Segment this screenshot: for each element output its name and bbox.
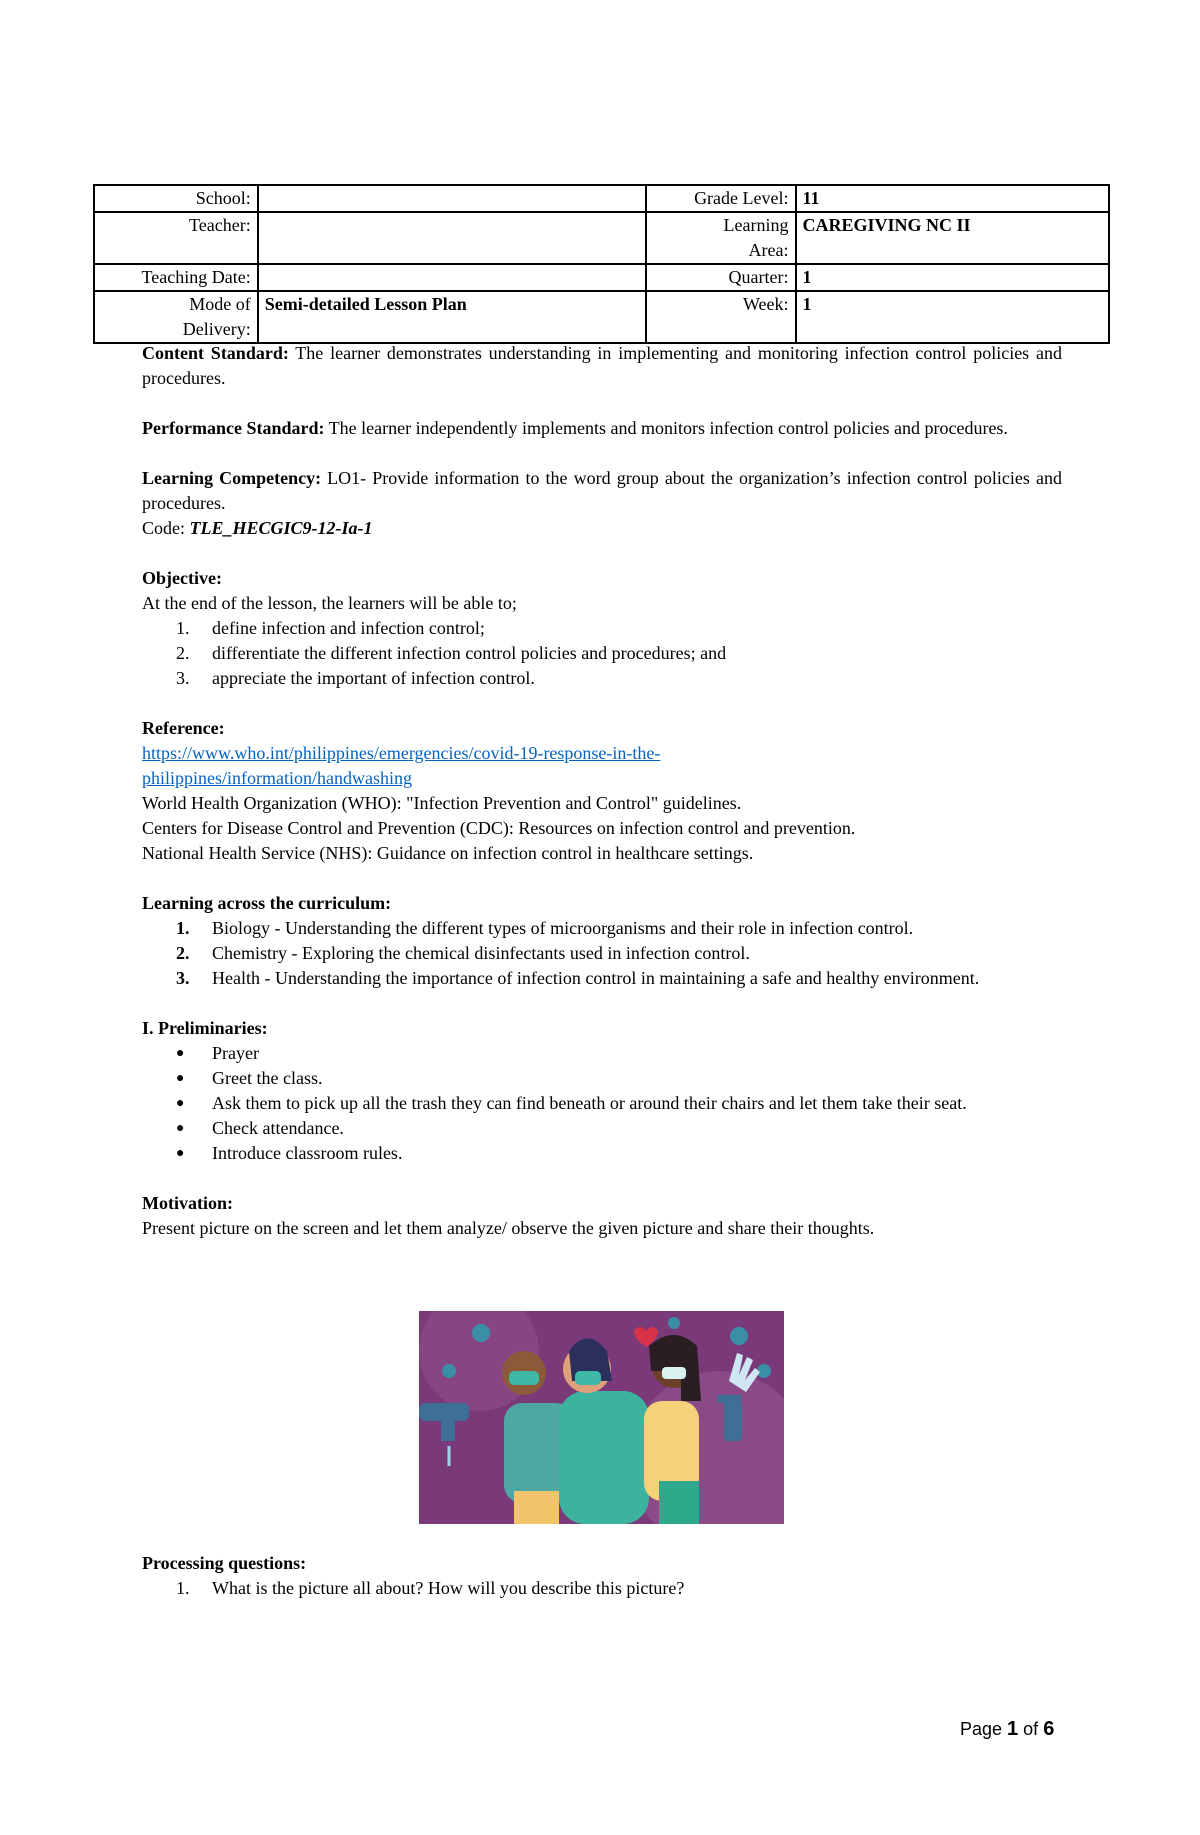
- footer-prefix: Page: [960, 1719, 1008, 1739]
- bullet-icon: ●: [176, 1146, 185, 1161]
- curriculum-label: Learning across the curriculum:: [142, 893, 392, 913]
- grade-level-label: Grade Level:: [646, 185, 796, 212]
- bullet-icon: ●: [176, 1071, 185, 1086]
- content-standard-section: [142, 341, 1062, 391]
- list-item-text: What is the picture all about? How will you describe this picture?: [212, 1578, 685, 1598]
- list-item: [142, 1066, 1062, 1091]
- reference-link-line2[interactable]: philippines/information/handwashing: [142, 768, 412, 788]
- performance-standard-label: Performance Standard:: [142, 418, 325, 438]
- footer-mid: of: [1018, 1719, 1044, 1739]
- code-value: TLE_HECGIC9-12-Ia-1: [189, 518, 373, 538]
- code-label: Code:: [142, 518, 190, 538]
- list-item: [142, 1116, 1062, 1141]
- reference-cdc: Centers for Disease Control and Prevention (CDC): Resources on infection control and prevention.: [142, 818, 856, 838]
- list-item-text: define infection and infection control;: [212, 618, 485, 638]
- objective-list: [142, 616, 1062, 691]
- motivation-label: Motivation:: [142, 1193, 233, 1213]
- week-label: Week:: [646, 291, 796, 343]
- bullet-icon: ●: [176, 1121, 185, 1136]
- list-number: 3.: [176, 968, 190, 988]
- grade-level-value: 11: [796, 185, 1109, 212]
- list-number: 1.: [176, 918, 190, 938]
- page-number-footer: [960, 1718, 1054, 1741]
- quarter-value: 1: [796, 264, 1109, 291]
- list-number: 2.: [176, 943, 190, 963]
- lesson-content: [142, 341, 1062, 1241]
- preliminaries-label: I. Preliminaries:: [142, 1018, 268, 1038]
- header-row-mode: [94, 291, 1109, 343]
- week-value: 1: [796, 291, 1109, 343]
- header-row-date: [94, 264, 1109, 291]
- list-item: [142, 941, 1062, 966]
- teaching-date-value: [258, 264, 646, 291]
- preliminaries-list: [142, 1041, 1062, 1166]
- list-number: 2.: [176, 643, 190, 663]
- curriculum-list: [142, 916, 1062, 991]
- performance-standard-text: The learner independently implements and monitors infection control policies and procedures.: [324, 418, 1008, 438]
- lesson-header-table: [93, 184, 1110, 344]
- teacher-value: [258, 212, 646, 264]
- learning-area-label-line1: Learning: [723, 215, 789, 235]
- list-item: [142, 666, 1062, 691]
- school-value: [258, 185, 646, 212]
- list-item-text: Check attendance.: [212, 1118, 344, 1138]
- list-number: 1.: [176, 618, 190, 638]
- list-item-text: Introduce classroom rules.: [212, 1143, 403, 1163]
- list-item: [142, 966, 1062, 991]
- list-item-text: appreciate the important of infection control.: [212, 668, 535, 688]
- learning-competency-section: [142, 466, 1062, 541]
- learning-competency-label: Learning Competency:: [142, 468, 322, 488]
- learning-area-label-line2: Area:: [748, 240, 789, 260]
- footer-total-pages: 6: [1043, 1718, 1055, 1740]
- teacher-label: Teacher:: [94, 212, 258, 264]
- objective-intro: At the end of the lesson, the learners will be able to;: [142, 593, 517, 613]
- list-item: [142, 916, 1062, 941]
- reference-nhs: National Health Service (NHS): Guidance on infection control in healthcare settings.: [142, 843, 754, 863]
- reference-section: [142, 716, 1062, 866]
- preliminaries-section: [142, 1016, 1062, 1166]
- motivation-text: Present picture on the screen and let them analyze/ observe the given picture and share their thoughts.: [142, 1218, 875, 1238]
- school-label: School:: [94, 185, 258, 212]
- processing-section: [142, 1551, 1062, 1601]
- list-item-text: Greet the class.: [212, 1068, 323, 1088]
- list-number: 1.: [176, 1578, 190, 1598]
- footer-current-page: 1: [1007, 1718, 1019, 1740]
- bullet-icon: ●: [176, 1046, 185, 1061]
- learning-area-value: CAREGIVING NC II: [796, 212, 1109, 264]
- content-standard-text: The learner demonstrates understanding in implementing and monitoring infection control policies and procedures.: [142, 343, 1062, 388]
- list-item-text: Health - Understanding the importance of infection control in maintaining a safe and healthy environment.: [212, 968, 980, 988]
- list-item: [142, 1091, 1062, 1116]
- objective-label: Objective:: [142, 568, 222, 588]
- reference-who: World Health Organization (WHO): "Infection Prevention and Control" guidelines.: [142, 793, 742, 813]
- motivation-section: [142, 1191, 1062, 1241]
- list-item-text: Biology - Understanding the different types of microorganisms and their role in infection control.: [212, 918, 914, 938]
- reference-label: Reference:: [142, 718, 225, 738]
- objective-section: [142, 566, 1062, 691]
- content-standard-label: Content Standard:: [142, 343, 289, 363]
- mode-label-line1: Mode of: [189, 294, 251, 314]
- learning-competency-text: LO1- Provide information to the word group about the organization’s infection control policies and procedures.: [142, 468, 1062, 513]
- list-number: 3.: [176, 668, 190, 688]
- list-item-text: Prayer: [212, 1043, 259, 1063]
- teaching-date-label: Teaching Date:: [94, 264, 258, 291]
- quarter-label: Quarter:: [646, 264, 796, 291]
- reference-link-line1[interactable]: https://www.who.int/philippines/emergencies/covid-19-response-in-the-: [142, 743, 661, 763]
- mode-label-line2: Delivery:: [182, 319, 251, 339]
- list-item: [142, 1141, 1062, 1166]
- list-item: [142, 641, 1062, 666]
- learning-area-label: [646, 212, 796, 264]
- list-item-text: differentiate the different infection control policies and procedures; and: [212, 643, 727, 663]
- infection-control-illustration: [419, 1311, 784, 1524]
- performance-standard-section: [142, 416, 1062, 441]
- processing-label: Processing questions:: [142, 1553, 307, 1573]
- header-row-school: [94, 185, 1109, 212]
- mode-of-delivery-value: Semi-detailed Lesson Plan: [258, 291, 646, 343]
- list-item: [142, 1041, 1062, 1066]
- curriculum-section: [142, 891, 1062, 991]
- list-item-text: Chemistry - Exploring the chemical disinfectants used in infection control.: [212, 943, 750, 963]
- list-item: [142, 1576, 1062, 1601]
- header-row-teacher: [94, 212, 1109, 264]
- processing-list: [142, 1576, 1062, 1601]
- bullet-icon: ●: [176, 1096, 185, 1111]
- mode-of-delivery-label: [94, 291, 258, 343]
- list-item: [142, 616, 1062, 641]
- list-item-text: Ask them to pick up all the trash they can find beneath or around their chairs and let them take their seat.: [212, 1093, 967, 1113]
